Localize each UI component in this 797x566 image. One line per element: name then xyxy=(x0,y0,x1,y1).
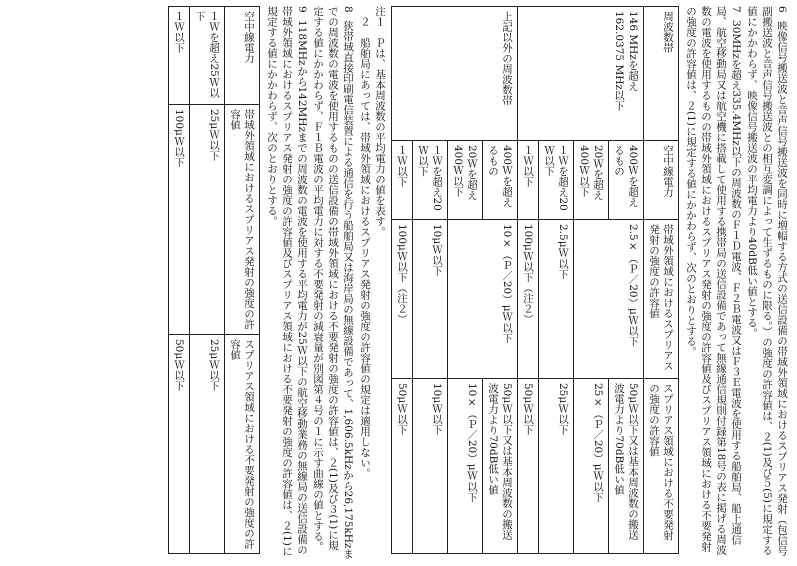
power-cell: １Ｗ以下 xyxy=(392,140,413,219)
oob-cell: 25μＷ以下 xyxy=(190,105,225,334)
spurious-cell: 25μＷ以下 xyxy=(190,334,225,553)
note-1 xyxy=(372,6,387,560)
power-cell: １Ｗ以下 xyxy=(169,7,190,105)
table-header-row xyxy=(225,7,260,554)
oob-cell: 2.5×（Ｐ／20）μＷ以下 xyxy=(574,219,644,379)
spurious-cell: 50μＷ以下 xyxy=(518,379,539,554)
table-notes xyxy=(357,6,387,560)
note-2 xyxy=(357,6,372,560)
spurious-cell: 50μＷ以下又は基本周波数の搬送波電力より70dB低い値 xyxy=(609,379,644,554)
paragraph-7 xyxy=(683,6,743,560)
oob-cell: 10×（Ｐ／20）μＷ以下 xyxy=(448,219,518,379)
header-band: 周波数帯 xyxy=(644,7,679,141)
power-cell: １Ｗを超え25Ｗ以下 xyxy=(190,7,225,105)
power-cell: １Ｗを超え20Ｗ以下 xyxy=(413,140,448,219)
band-cell: 上記以外の周波数帯 xyxy=(392,7,518,141)
header-spurious: スプリアス領域における不要発射の強度の許容値 xyxy=(225,334,260,553)
paragraph-text: 狭帯域直接印刷電信装置による通信を行う船舶局又は海岸局の無線設備であって、1,606.5kHzから26,175kHzまでの周波数の電波を使用するものの送信設備の帯域外領域における不要発射の強度の許容値は、２(1)及び３(1)に規定する値にかかわらず、Ｆ１Ｂ電波の平均電力に対する不要発射の減衰量が別図第４号の１に示す曲線の値とする。 xyxy=(312,6,354,559)
oob-cell: 100μＷ以下（注２） xyxy=(392,219,413,379)
paragraph-number: 9 xyxy=(296,6,308,13)
header-spurious: スプリアス領域における不要発射の強度の許容値 xyxy=(644,379,679,554)
spurious-cell: 10μＷ以下 xyxy=(413,379,448,554)
spurious-cell: 50μＷ以下又は基本周波数の搬送波電力より70dB低い値 xyxy=(483,379,518,554)
table-header-row xyxy=(644,7,679,554)
aeronautical-limits-table xyxy=(168,6,260,554)
oob-cell: 100μＷ以下 xyxy=(169,105,190,334)
spurious-cell: 25×（Ｐ／20）μＷ以下 xyxy=(574,379,609,554)
header-oob: 帯域外領域におけるスプリアス発射の強度の許容値 xyxy=(644,219,679,379)
power-cell: 400Ｗを超えるもの xyxy=(483,140,518,219)
header-power: 空中線電力 xyxy=(225,7,260,105)
power-cell: 400Ｗを超えるもの xyxy=(609,140,644,219)
paragraph-9 xyxy=(264,6,309,560)
spurious-cell: 50μＷ以下 xyxy=(169,334,190,553)
power-cell: １Ｗを超え20Ｗ以下 xyxy=(539,140,574,219)
table-row xyxy=(609,7,644,554)
paragraph-8 xyxy=(310,6,355,560)
header-oob: 帯域外領域におけるスプリアス発射の強度の許容値 xyxy=(225,105,260,334)
paragraph-text: 映像信号搬送波と音声信号搬送波を同時に増幅する方式の送信設備の帯域外領域におけるスプリアス発射（包信号副搬送波と音声信号搬送波との相互変調によって生ずるものに限る。）の強度の許容値は、２(1)及び５(5)に規定する値にかかわらず、映像信号搬送波の平均電力より40dB低い値とする。 xyxy=(746,6,788,556)
emission-limits-table xyxy=(391,6,679,554)
band-cell: 146 MHzを超え162.0375 MHz以下 xyxy=(518,7,644,141)
paragraph-number: 8 xyxy=(342,6,354,13)
power-cell: 20Ｗを超え400Ｗ以下 xyxy=(574,140,609,219)
spurious-cell: 25μＷ以下 xyxy=(539,379,574,554)
power-cell: 20Ｗを超え400Ｗ以下 xyxy=(448,140,483,219)
header-power: 空中線電力 xyxy=(644,140,679,219)
note-text: ２ 船舶局にあっては、帯域外領域におけるスプリアス発射の強度の許容値の規定は適用しない。 xyxy=(359,16,371,479)
oob-cell: 100μＷ以下（注２） xyxy=(518,219,539,379)
note-label: 注 xyxy=(374,6,386,17)
spurious-cell: 50μＷ以下 xyxy=(392,379,413,554)
spurious-cell: 10×（Ｐ／20）μＷ以下 xyxy=(448,379,483,554)
oob-cell: 10μＷ以下 xyxy=(413,219,448,379)
paragraph-text: 118MHzから142MHzまでの周波数の電波を使用する平均電力が25Ｗ以下の航空移動業務の無線局の送信設備の帯域外領域におけるスプリアス発射の強度の許容値及びスプリアス領域における不要発射の強度の許容値は、２(1)に規定する値にかかわらず、次のとおりとする。 xyxy=(266,6,308,557)
paragraph-6 xyxy=(744,6,789,560)
table-row xyxy=(483,7,518,554)
power-cell: １Ｗ以下 xyxy=(518,140,539,219)
paragraph-number: 6 xyxy=(776,6,788,13)
paragraph-number: 7 xyxy=(730,6,742,13)
paragraph-text: 30MHzを超え335.4MHz以下の周波数のＦ１Ｄ電波、Ｆ２Ｂ電波又はＦ３Ｅ電波を使用する船舶局、船上通信局、航空移動局又は航空機に搭載して使用する携帯局の送信設備であって無線通信規則付録第18号の表に掲げる周波数の電波を使用するものの帯域外領域におけるスプリアス発射の強度の許容値及びスプリアス領域における不要発射の強度の許容値は、２(1)に規定する値にかかわらず、次のとおりとする。 xyxy=(685,6,742,555)
note-text: １ Ｐは、基本周波数の平均電力の値を表す。 xyxy=(374,16,386,237)
table-row xyxy=(169,7,190,554)
oob-cell: 2.5μＷ以下 xyxy=(539,219,574,379)
table-row xyxy=(190,7,225,554)
